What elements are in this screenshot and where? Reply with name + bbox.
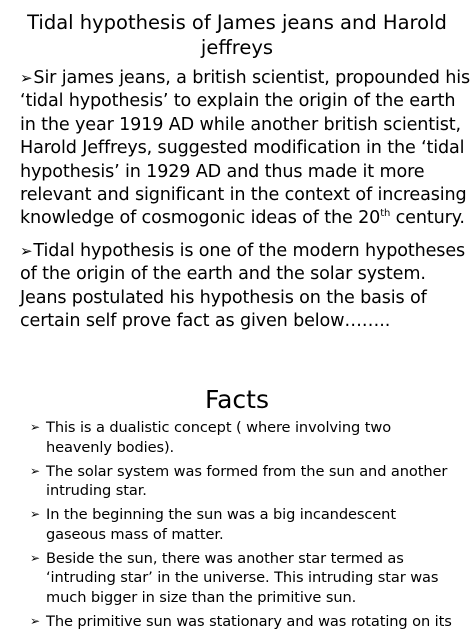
fact-text: In the beginning the sun was a big incandescent gaseous mass of matter.	[46, 506, 396, 543]
arrow-bullet-icon: ➢	[30, 550, 40, 565]
arrow-bullet-icon: ➢	[30, 507, 40, 521]
arrow-bullet-icon: ➢	[20, 69, 33, 87]
ordinal-suffix: th	[380, 208, 391, 220]
paragraph-1-text-end: century.	[390, 208, 465, 229]
document-title: Tidal hypothesis of James jeans and Harold jeffreys	[27, 11, 447, 59]
fact-text: This is a dualistic concept ( where involving two heavenly bodies).	[46, 419, 392, 456]
fact-item	[30, 418, 460, 457]
facts-heading: Facts	[205, 385, 269, 414]
paragraph-2	[20, 240, 470, 334]
fact-item	[30, 612, 460, 632]
facts-list	[30, 418, 460, 632]
fact-text: The primitive sun was stationary and was rotating on its	[46, 612, 452, 630]
arrow-bullet-icon: ➢	[20, 242, 33, 260]
fact-item	[30, 462, 460, 501]
fact-text: Beside the sun, there was another star termed as ‘intruding star’ in the universe. This intruding star was much bigger in size than the primitive sun.	[46, 549, 439, 606]
arrow-bullet-icon: ➢	[30, 463, 40, 478]
paragraph-2-text: Tidal hypothesis is one of the modern hypotheses of the origin of the earth and the solar system. Jeans postulated his hypothesis on the basis of certain self prove fact as given below……..	[20, 241, 466, 332]
fact-item	[30, 505, 460, 544]
fact-item	[30, 549, 460, 608]
arrow-bullet-icon: ➢	[30, 420, 40, 434]
arrow-bullet-icon: ➢	[30, 613, 40, 628]
paragraph-1-text: Sir james jeans, a british scientist, propounded his ‘tidal hypothesis’ to explain the origin of the earth in the year 1919 AD while another british scientist, Harold Jeffreys, suggested modification in the ‘tidal hypothesis’ in 1929 AD and thus made it more relevant and significant in the context of increasing knowledge of cosmogonic ideas of the 20	[20, 68, 470, 229]
paragraph-1	[20, 67, 470, 231]
fact-text: The solar system was formed from the sun and another intruding star.	[46, 462, 448, 499]
